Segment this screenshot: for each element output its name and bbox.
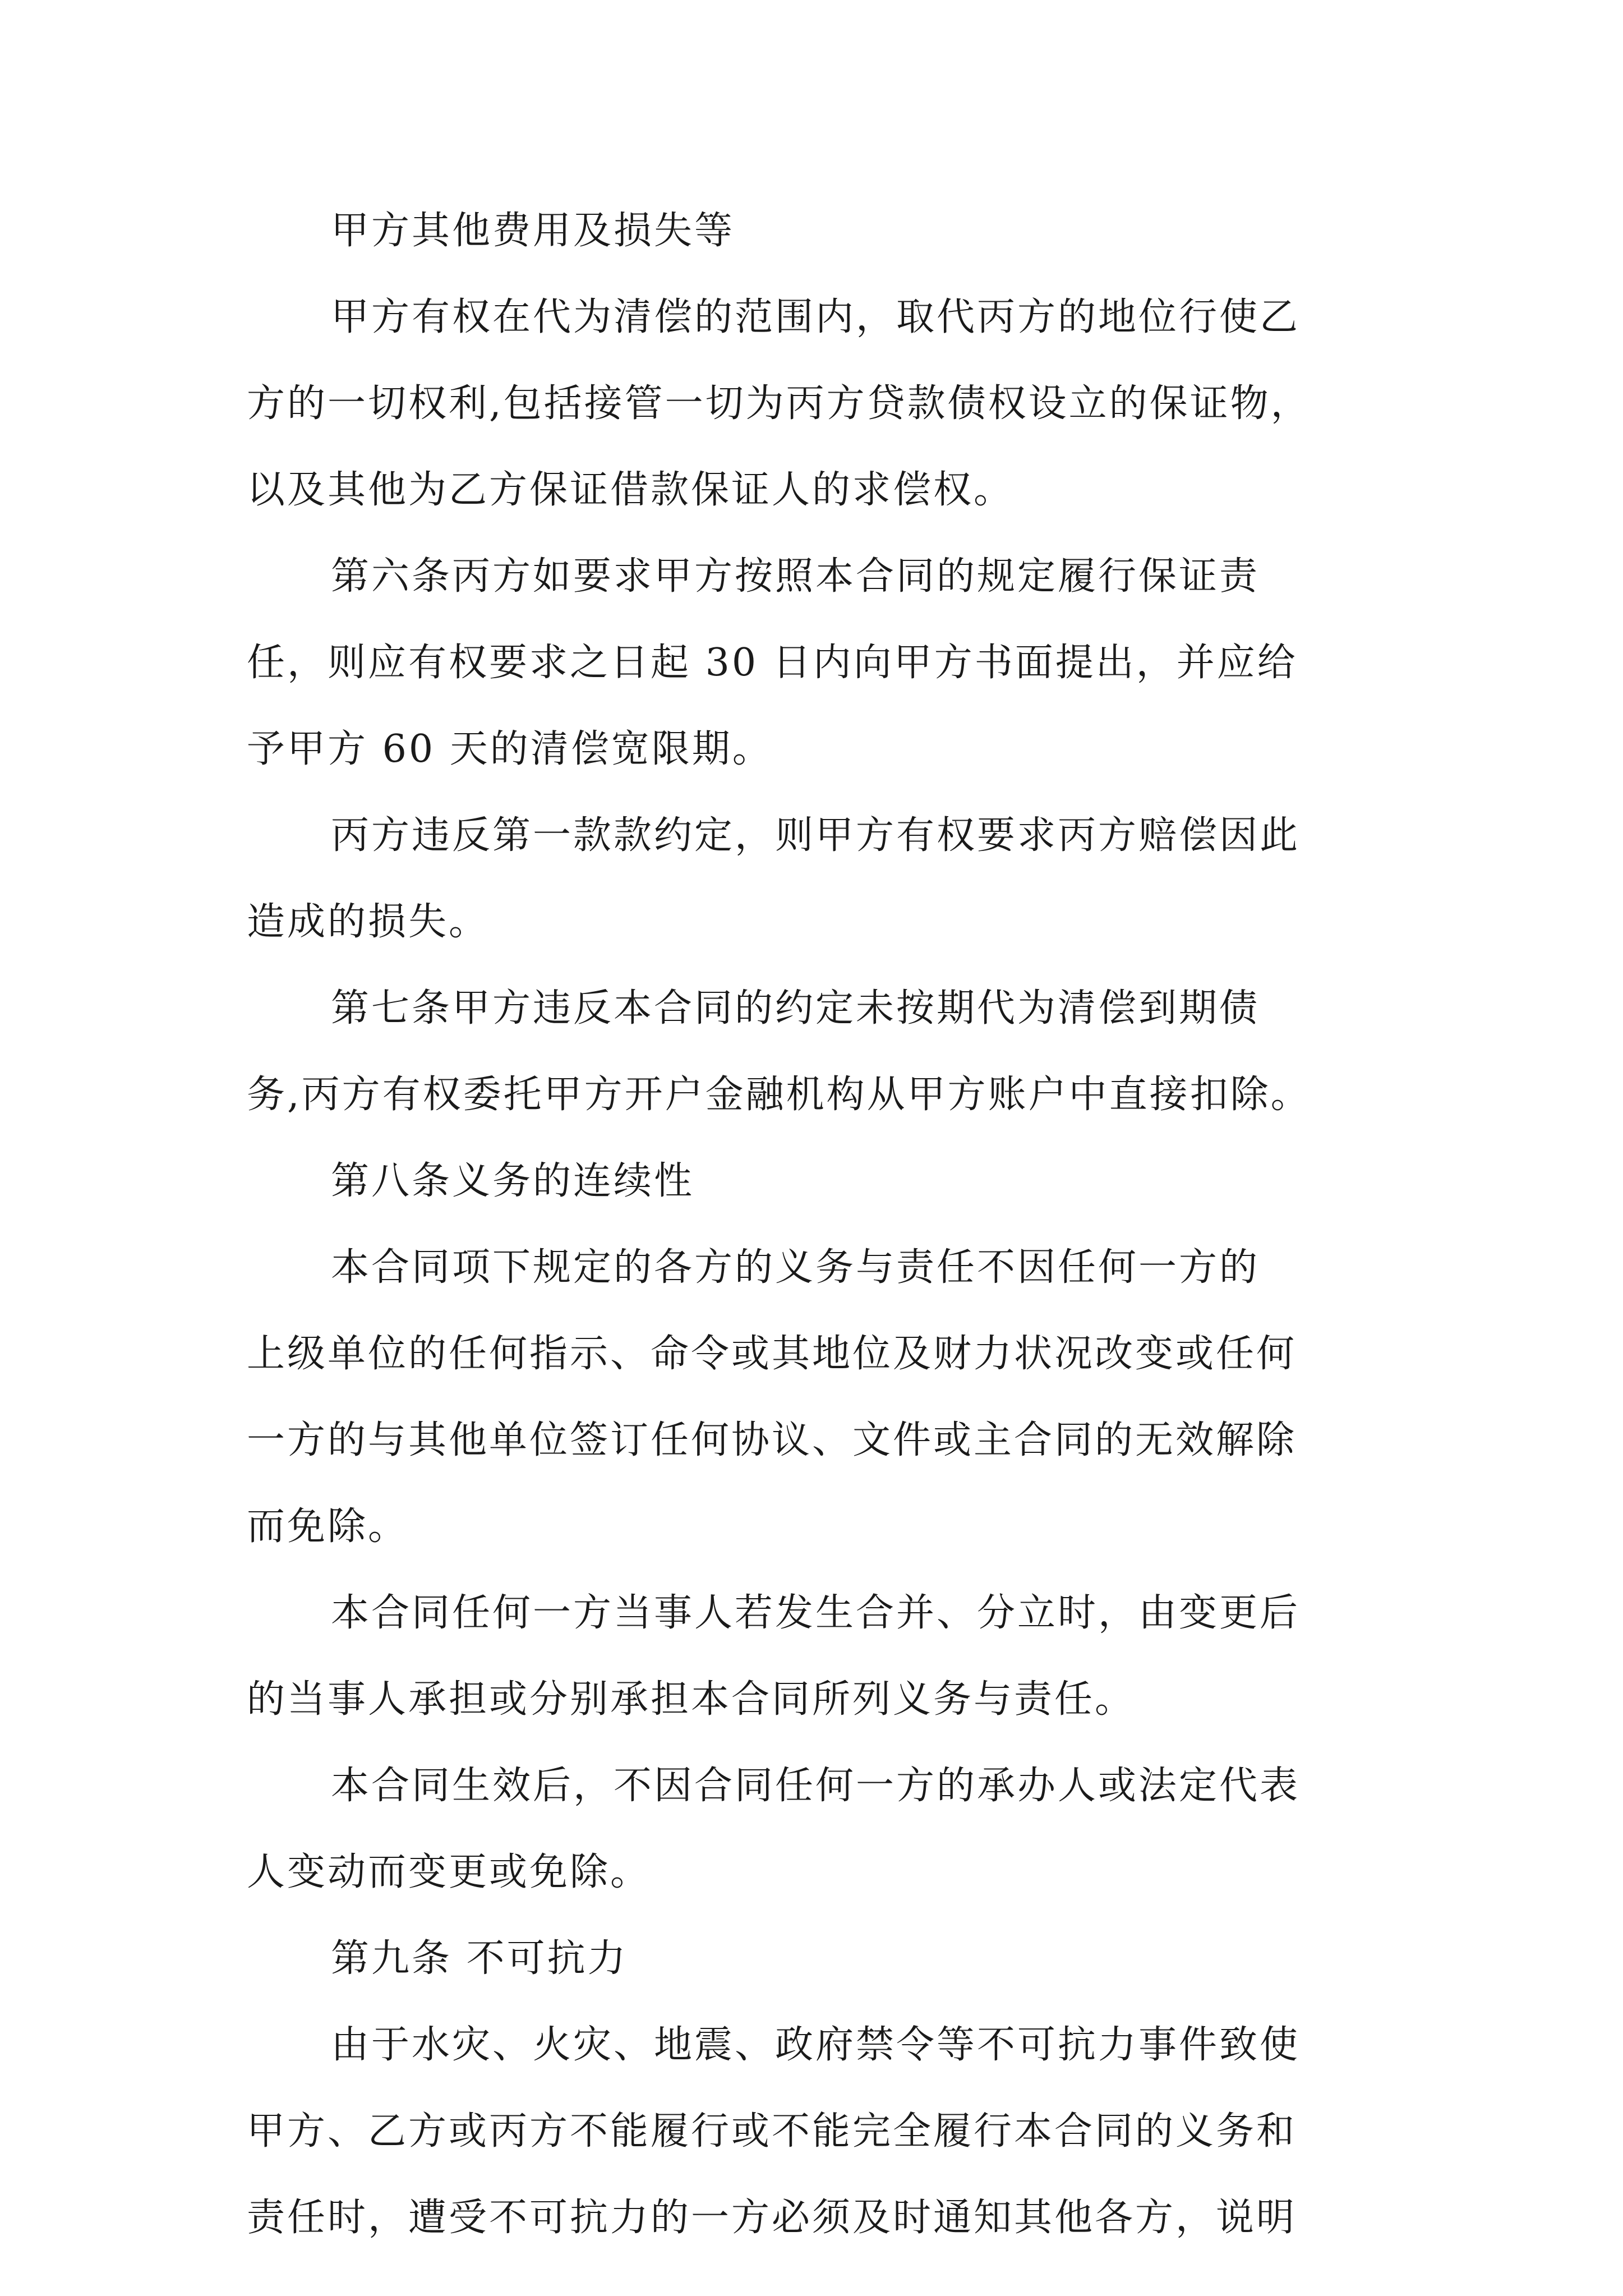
text-line: 本合同任何一方当事人若发生合并、分立时，由变更后	[331, 1591, 1301, 1635]
text-line: 丙方违反第一款款约定，则甲方有权要求丙方赔偿因此	[331, 813, 1301, 858]
text-line: 上级单位的任何指示、命令或其地位及财力状况改变或任何	[247, 1332, 1297, 1376]
text-line: 甲方其他费用及损失等	[331, 209, 735, 253]
text-line: 甲方有权在代为清偿的范围内，取代丙方的地位行使乙	[331, 295, 1301, 339]
text-line: 第六条丙方如要求甲方按照本合同的规定履行保证责	[331, 554, 1260, 599]
text-line: 予甲方 60 天的清偿宽限期。	[247, 727, 773, 771]
text-line: 的当事人承担或分别承担本合同所列义务与责任。	[247, 1677, 1136, 1722]
text-line: 由于水灾、火灾、地震、政府禁令等不可抗力事件致使	[331, 2023, 1301, 2067]
text-line: 造成的损失。	[247, 900, 490, 944]
text-line: 本合同项下规定的各方的义务与责任不因任何一方的	[331, 1245, 1260, 1290]
text-line: 第七条甲方违反本合同的约定未按期代为清偿到期债	[331, 986, 1260, 1030]
text-line: 责任时，遭受不可抗力的一方必须及时通知其他各方，说明	[247, 2196, 1297, 2240]
text-line: 本合同生效后，不因合同任何一方的承办人或法定代表	[331, 1764, 1301, 1808]
text-line: 务,丙方有权委托甲方开户金融机构从甲方账户中直接扣除。	[247, 1073, 1311, 1117]
text-line: 第八条义务的连续性	[331, 1159, 695, 1203]
document-body	[247, 188, 1436, 2261]
text-line: 方的一切权利,包括接管一切为丙方贷款债权设立的保证物，	[247, 381, 1311, 426]
text-line: 第九条 不可抗力	[331, 1936, 628, 1981]
text-line: 而免除。	[247, 1504, 409, 1549]
text-line: 一方的与其他单位签订任何协议、文件或主合同的无效解除	[247, 1418, 1297, 1462]
text-line: 甲方、乙方或丙方不能履行或不能完全履行本合同的义务和	[247, 2109, 1297, 2154]
text-line: 以及其他为乙方保证借款保证人的求偿权。	[247, 468, 1015, 512]
text-line: 人变动而变更或免除。	[247, 1850, 651, 1894]
text-line: 任，则应有权要求之日起 30 日内向甲方书面提出，并应给	[247, 641, 1298, 685]
